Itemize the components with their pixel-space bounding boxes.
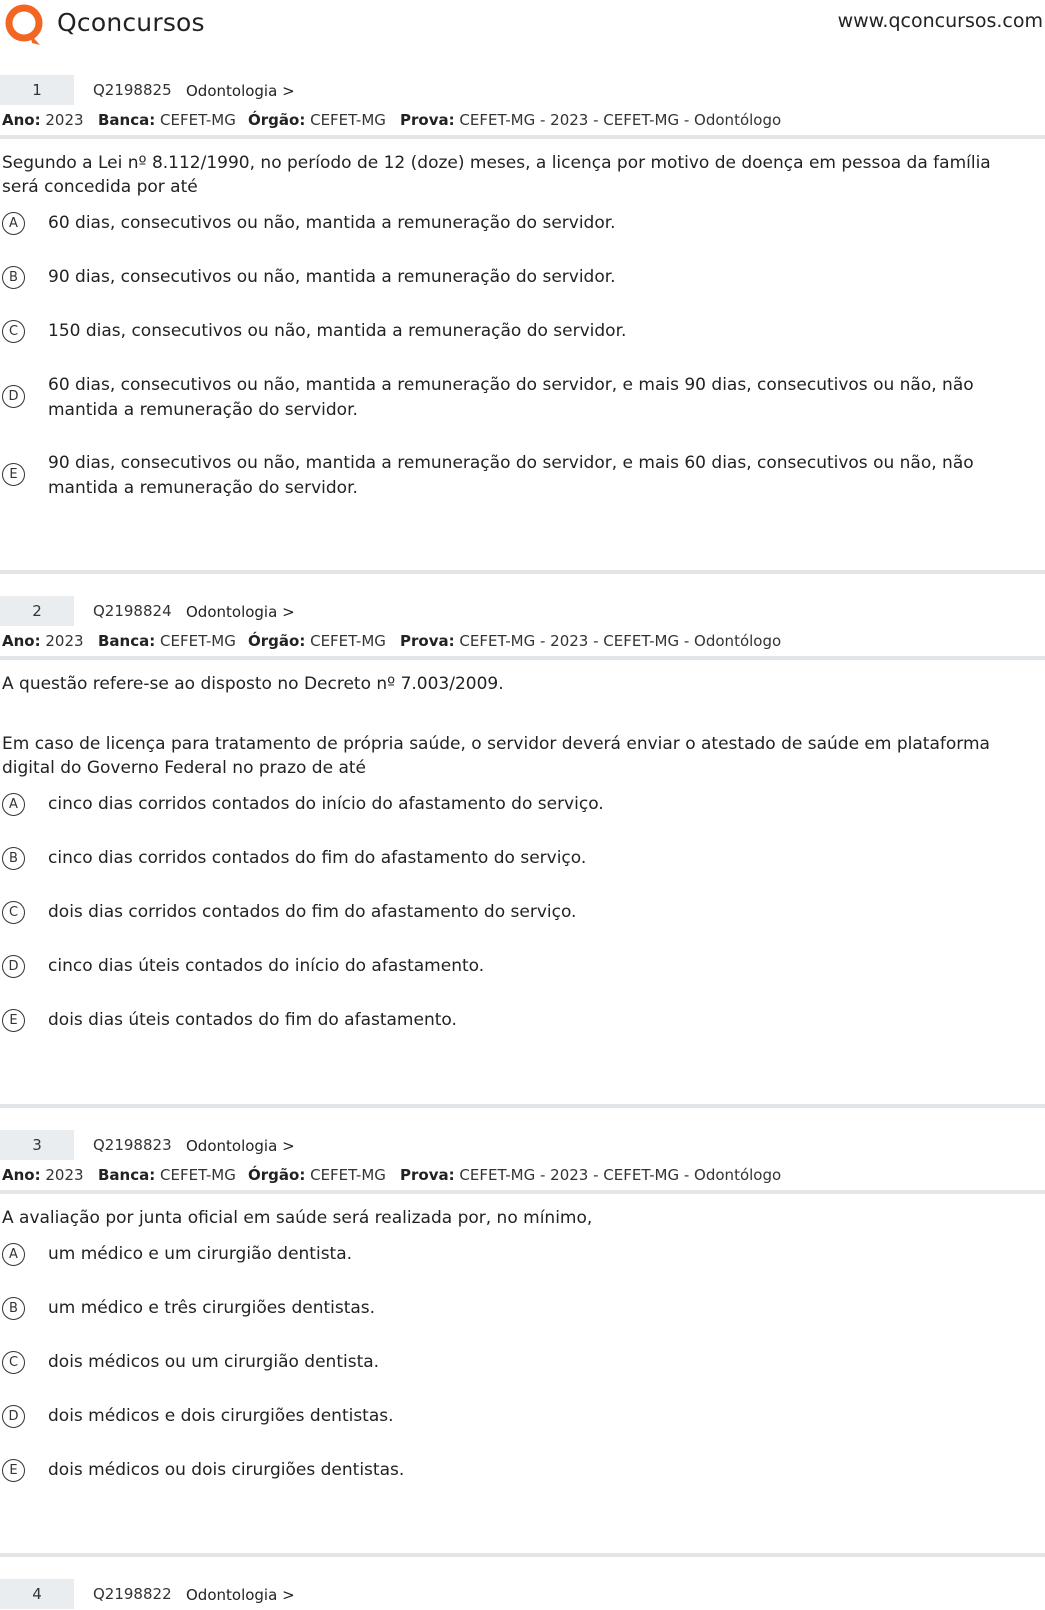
option-text: dois médicos ou dois cirurgiões dentistas. [48,1460,405,1480]
meta-prova: CEFET-MG - 2023 - CEFET-MG - Odontólogo [459,632,782,650]
option-d[interactable] [0,373,1045,451]
option-b[interactable] [0,846,1045,900]
meta-orgao: CEFET-MG [310,1166,386,1184]
option-b[interactable] [0,1296,1045,1350]
question-meta: Ano: 2023 Banca: CEFET-MG Órgão: CEFET-MG Prova: CEFET-MG - 2023 - CEFET-MG - Odontólogo [2,1166,782,1184]
question-number: 3 [0,1130,74,1160]
page-header [0,0,1045,50]
option-a[interactable] [0,1242,1045,1296]
option-letter-d[interactable]: D [2,955,25,978]
brand-name[interactable]: Qconcursos [57,8,205,37]
option-letter-a[interactable]: A [2,1243,25,1266]
question-meta: Ano: 2023 Banca: CEFET-MG Órgão: CEFET-MG Prova: CEFET-MG - 2023 - CEFET-MG - Odontólogo [2,632,782,650]
question-subject[interactable]: Odontologia > [186,1137,295,1155]
option-letter-a[interactable]: A [2,212,25,235]
option-letter-c[interactable]: C [2,901,25,924]
question-number: 2 [0,596,74,626]
option-e[interactable] [0,1458,1045,1512]
question-stem: A avaliação por junta oficial em saúde será realizada por, no mínimo, [2,1208,593,1228]
meta-orgao: CEFET-MG [310,632,386,650]
question-number: 1 [0,75,74,105]
meta-orgao: CEFET-MG [310,111,386,129]
option-text: 60 dias, consecutivos ou não, mantida a remuneração do servidor, e mais 90 dias, consecutivos ou não, não mantida a remuneração do servidor. [48,375,974,420]
option-text: dois dias corridos contados do fim do afastamento do serviço. [48,902,577,922]
option-letter-b[interactable]: B [2,847,25,870]
option-text: dois dias úteis contados do fim do afastamento. [48,1010,457,1030]
option-letter-b[interactable]: B [2,1297,25,1320]
option-text: um médico e três cirurgiões dentistas. [48,1298,376,1318]
question-card [0,596,1045,1062]
option-letter-d[interactable]: D [2,1405,25,1428]
option-text: 60 dias, consecutivos ou não, mantida a remuneração do servidor. [48,213,616,233]
option-d[interactable] [0,954,1045,1008]
option-text: cinco dias corridos contados do fim do afastamento do serviço. [48,848,587,868]
option-text: 150 dias, consecutivos ou não, mantida a remuneração do servidor. [48,321,627,341]
question-card [0,1579,1045,1609]
option-text: dois médicos ou um cirurgião dentista. [48,1352,380,1372]
question-separator [0,1104,1045,1108]
question-separator [0,1553,1045,1557]
question-id[interactable]: Q2198823 [93,1136,172,1154]
meta-ano: 2023 [45,111,84,129]
option-letter-c[interactable]: C [2,320,25,343]
question-id[interactable]: Q2198825 [93,81,172,99]
question-stem: Segundo a Lei nº 8.112/1990, no período de 12 (doze) meses, a licença por motivo de doença em pessoa da família será concedida por até [2,153,991,197]
meta-prova: CEFET-MG - 2023 - CEFET-MG - Odontólogo [459,1166,782,1184]
option-text: um médico e um cirurgião dentista. [48,1244,353,1264]
options-list [0,792,1045,1062]
question-id[interactable]: Q2198824 [93,602,172,620]
question-subject[interactable]: Odontologia > [186,82,295,100]
question-card [0,75,1045,505]
option-letter-a[interactable]: A [2,793,25,816]
question-id[interactable]: Q2198822 [93,1585,172,1603]
meta-banca: CEFET-MG [160,111,236,129]
option-letter-e[interactable]: E [2,1009,25,1032]
option-d[interactable] [0,1404,1045,1458]
option-a[interactable] [0,211,1045,265]
question-separator [0,570,1045,574]
question-number: 4 [0,1579,74,1609]
meta-ano: 2023 [45,632,84,650]
question-subject[interactable]: Odontologia > [186,1586,295,1604]
options-list [0,211,1045,505]
option-c[interactable] [0,900,1045,954]
option-e[interactable] [0,451,1045,505]
question-card [0,1130,1045,1512]
site-url[interactable]: www.qconcursos.com [837,10,1043,32]
option-text: cinco dias úteis contados do início do afastamento. [48,956,485,976]
option-e[interactable] [0,1008,1045,1062]
option-letter-c[interactable]: C [2,1351,25,1374]
option-text: 90 dias, consecutivos ou não, mantida a remuneração do servidor. [48,267,616,287]
meta-banca: CEFET-MG [160,1166,236,1184]
option-text: 90 dias, consecutivos ou não, mantida a remuneração do servidor, e mais 60 dias, consecutivos ou não, não mantida a remuneração do servidor. [48,453,974,498]
question-meta: Ano: 2023 Banca: CEFET-MG Órgão: CEFET-MG Prova: CEFET-MG - 2023 - CEFET-MG - Odontólogo [2,111,782,129]
option-letter-b[interactable]: B [2,266,25,289]
meta-ano: 2023 [45,1166,84,1184]
option-text: cinco dias corridos contados do início do afastamento do serviço. [48,794,604,814]
option-letter-e[interactable]: E [2,1459,25,1482]
question-subject[interactable]: Odontologia > [186,603,295,621]
option-letter-e[interactable]: E [2,463,25,486]
option-b[interactable] [0,265,1045,319]
option-c[interactable] [0,319,1045,373]
option-c[interactable] [0,1350,1045,1404]
question-stem: A questão refere-se ao disposto no Decreto nº 7.003/2009. Em caso de licença para tratamento de própria saúde, o servidor deverá enviar o atestado de saúde em plataforma digital do Governo Federal no prazo de até [2,674,990,778]
qconcursos-logo-icon [2,2,46,46]
option-text: dois médicos e dois cirurgiões dentistas. [48,1406,394,1426]
option-a[interactable] [0,792,1045,846]
option-letter-d[interactable]: D [2,385,25,408]
meta-prova: CEFET-MG - 2023 - CEFET-MG - Odontólogo [459,111,782,129]
meta-banca: CEFET-MG [160,632,236,650]
options-list [0,1242,1045,1512]
